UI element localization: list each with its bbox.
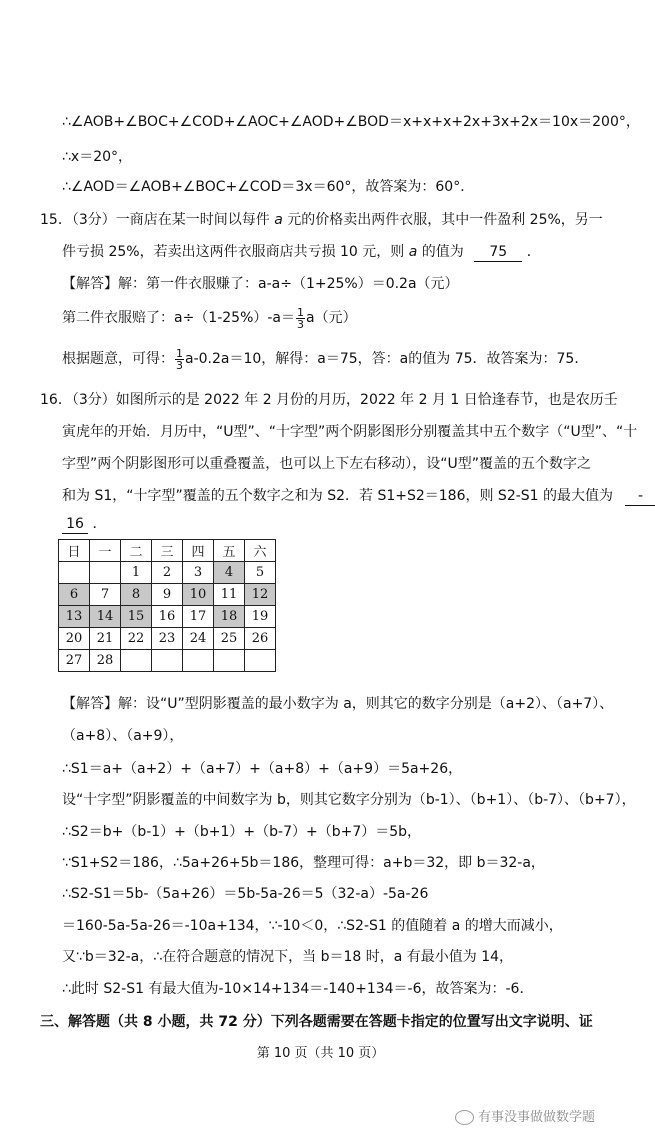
s16-line-2: （a+8）、（a+9）， <box>62 728 184 744</box>
calendar-day-cell: 28 <box>90 650 121 672</box>
s15-line-2 <box>62 303 357 333</box>
calendar-week-row <box>59 562 276 584</box>
calendar-day-cell: 6 <box>59 584 90 606</box>
q16-line-4 <box>62 486 655 506</box>
calendar-week-row <box>59 584 276 606</box>
s16-line-4: 设“十字型”阴影覆盖的中间数字为 b，则其它数字分别为（b-1）、（b+1）、（b-7）、（b+7）， <box>62 792 636 808</box>
q15-end: ． <box>526 244 541 260</box>
s15-text-2b: a（元） <box>306 310 357 326</box>
calendar-day-cell: 18 <box>214 606 245 628</box>
calendar-day-cell: 9 <box>152 584 183 606</box>
calendar-day-cell <box>214 650 245 672</box>
q16-text-4: 和为 S1，“十字型”覆盖的五个数字之和为 S2．若 S1+S2＝186，则 S2-S1 的最大值为 <box>62 488 614 504</box>
calendar-header-cell: 四 <box>183 540 214 562</box>
s15-line-3 <box>62 344 588 374</box>
calendar-table <box>58 539 276 672</box>
calendar-header-cell: 三 <box>152 540 183 562</box>
calendar-day-cell: 11 <box>214 584 245 606</box>
calendar-header-cell: 二 <box>121 540 152 562</box>
calendar-day-cell: 15 <box>121 606 152 628</box>
calendar-day-cell: 19 <box>245 606 276 628</box>
calendar-day-cell: 22 <box>121 628 152 650</box>
calendar-day-cell: 25 <box>214 628 245 650</box>
line-3: ∴∠AOD＝∠AOB+∠BOC+∠COD＝3x＝60°，故答案为：60°． <box>62 179 475 195</box>
page-footer: 第 10 页（共 10 页） <box>256 1046 385 1061</box>
s16-line-5: ∴S2＝b+（b-1）+（b+1）+（b-7）+（b+7）＝5b， <box>62 824 422 840</box>
q16-end: ． <box>92 516 107 532</box>
q16-answer-part-1: - <box>625 487 655 506</box>
calendar-header-cell: 五 <box>214 540 245 562</box>
fraction-one-third: $\frac{1}{3}$ <box>297 305 305 331</box>
s15-text-3a: 根据题意，可得： <box>62 351 174 367</box>
calendar-day-cell: 21 <box>90 628 121 650</box>
s16-line-1: 【解答】解：设“U”型阴影覆盖的最小数字为 a，则其它的数字分别是（a+2）、（a+7）、 <box>62 696 614 712</box>
calendar-day-cell: 27 <box>59 650 90 672</box>
s16-line-3: ∴S1＝a+（a+2）+（a+7）+（a+8）+（a+9）＝5a+26， <box>62 761 463 777</box>
q16-line-3: 字型”两个阴影图形可以重叠覆盖，也可以上下左右移动），设“U型”覆盖的五个数字之 <box>62 456 592 472</box>
section-3-heading: 三、解答题（共 8 小题，共 72 分）下列各题需要在答题卡指定的位置写出文字说明、证 <box>40 1014 593 1030</box>
s15-line-1: 【解答】解：第一件衣服赚了：a-a÷（1+25%）＝0.2a（元） <box>62 276 459 292</box>
calendar-day-cell: 1 <box>121 562 152 584</box>
calendar-day-cell: 17 <box>183 606 214 628</box>
s16-line-8: ＝160-5a-5a-26＝-10a+134，∵-10＜0，∴S2-S1 的值随着 a 的增大而减小， <box>62 918 563 934</box>
calendar-day-cell: 26 <box>245 628 276 650</box>
line-1: ∴∠AOB+∠BOC+∠COD+∠AOC+∠AOD+∠BOD＝x+x+x+2x+3x+2x＝10x＝200°， <box>62 114 640 130</box>
calendar-day-cell: 24 <box>183 628 214 650</box>
s16-line-9: 又∵b＝32-a，∴在符合题意的情况下，当 b＝18 时，a 有最小值为 14， <box>62 949 514 965</box>
s16-line-7: ∴S2-S1＝5b-（5a+26）＝5b-5a-26＝5（32-a）-5a-26 <box>62 886 429 902</box>
calendar-header-cell: 一 <box>90 540 121 562</box>
calendar-week-row <box>59 606 276 628</box>
q15-line-2 <box>62 242 541 262</box>
fraction-one-third-2: $\frac{1}{3}$ <box>176 346 183 372</box>
q15-text-a: 15．（3分）一商店在某一时间以每件 <box>40 212 270 228</box>
q16-line-1: 16．（3分）如图所示的是 2022 年 2 月份的月历，2022 年 2 月 1 日恰逢春节，也是农历壬 <box>40 392 618 408</box>
calendar-day-cell <box>152 650 183 672</box>
q15-text-c: 件亏损 25%，若卖出这两件衣服商店共亏损 10 元，则 <box>62 244 405 260</box>
calendar-day-cell: 2 <box>152 562 183 584</box>
q15-answer: 75 <box>474 243 522 262</box>
calendar-day-cell: 13 <box>59 606 90 628</box>
calendar-day-cell: 14 <box>90 606 121 628</box>
q15-text-d: 的值为 <box>421 244 464 260</box>
calendar-day-cell <box>59 562 90 584</box>
watermark <box>455 1106 595 1125</box>
calendar-day-cell: 16 <box>152 606 183 628</box>
q16-line-2: 寅虎年的开始．月历中，“U型”、“十字型”两个阴影图形分别覆盖其中五个数字（“U型”、“十 <box>62 424 638 440</box>
calendar-day-cell: 4 <box>214 562 245 584</box>
line-2: ∴x＝20°， <box>62 149 133 165</box>
q15-var-a: a <box>274 212 283 228</box>
calendar-day-cell <box>183 650 214 672</box>
calendar-week-row <box>59 628 276 650</box>
q15-line-1 <box>40 210 603 230</box>
q16-answer-part-2: 16 <box>62 515 88 534</box>
calendar-week-row <box>59 650 276 672</box>
q15-text-b: 元的价格卖出两件衣服，其中一件盈利 25%，另一 <box>287 212 603 228</box>
s16-line-10: ∴此时 S2-S1 有最大值为-10×14+134＝-140+134＝-6，故答案为：-6． <box>62 981 534 997</box>
calendar-day-cell <box>245 650 276 672</box>
calendar-header-row <box>59 540 276 562</box>
s16-line-6: ∵S1+S2＝186，∴5a+26+5b＝186，整理可得：a+b＝32，即 b＝32-a， <box>62 855 545 871</box>
calendar-day-cell: 3 <box>183 562 214 584</box>
s15-text-2a: 第二件衣服赔了：a÷（1-25%）-a＝ <box>62 310 296 326</box>
wechat-icon <box>455 1110 474 1125</box>
calendar-day-cell: 12 <box>245 584 276 606</box>
calendar-header-cell: 日 <box>59 540 90 562</box>
q15-var-a-2: a <box>408 244 418 260</box>
watermark-text: 有事没事做做数学题 <box>478 1110 596 1125</box>
calendar-day-cell <box>90 562 121 584</box>
calendar-day-cell: 23 <box>152 628 183 650</box>
calendar-day-cell: 5 <box>245 562 276 584</box>
calendar-day-cell: 10 <box>183 584 214 606</box>
calendar-day-cell: 8 <box>121 584 152 606</box>
calendar-day-cell: 7 <box>90 584 121 606</box>
calendar-header-cell: 六 <box>245 540 276 562</box>
s15-text-3b: a-0.2a＝10，解得：a＝75，答：a的值为 75．故答案为：75． <box>185 351 589 367</box>
calendar-day-cell: 20 <box>59 628 90 650</box>
q16-line-5 <box>62 514 106 534</box>
calendar-day-cell <box>121 650 152 672</box>
